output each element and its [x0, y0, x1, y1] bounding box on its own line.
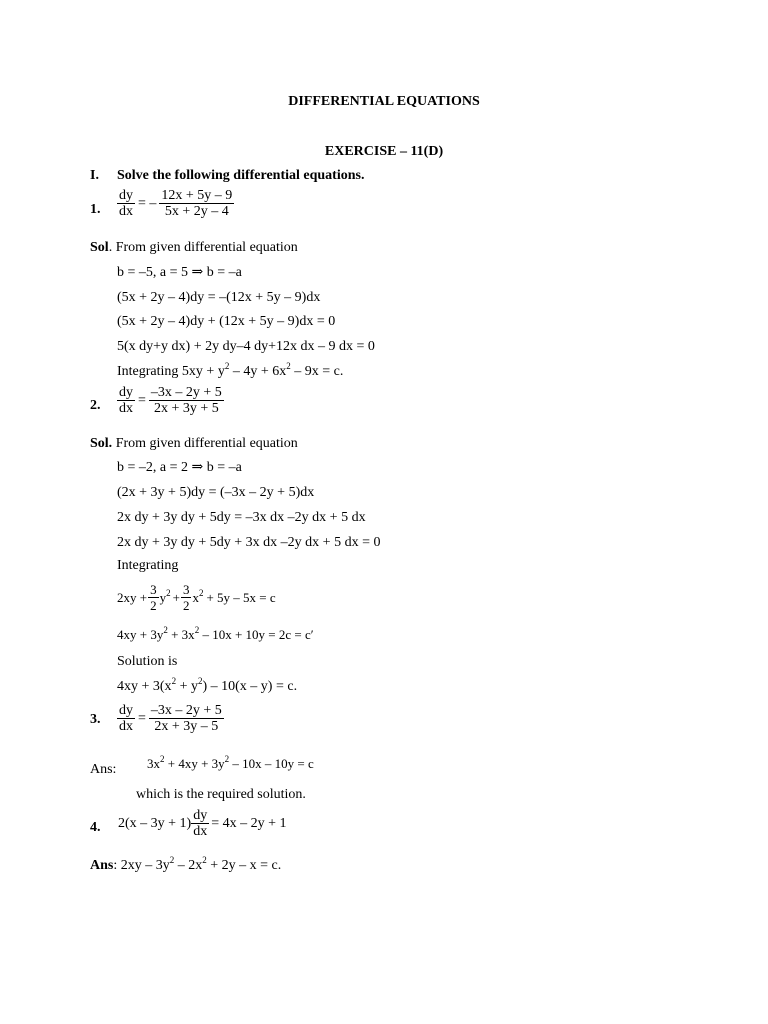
exponent: 2: [224, 361, 230, 371]
equals-sign: =: [138, 392, 146, 408]
frac-denominator: 2: [182, 598, 190, 613]
exponent: 2: [198, 587, 204, 598]
math-text: 4xy + 3(x: [117, 679, 172, 694]
math-text: +: [172, 589, 180, 605]
solution-2-line: 2x dy + 3y dy + 5dy = –3x dx –2y dx + 5 dx: [117, 510, 366, 525]
problem-4-number: 4.: [90, 820, 101, 835]
math-text: + 3x: [167, 627, 195, 642]
sol-text: From given differential equation: [112, 436, 298, 451]
math-text: – 4y + 6x: [229, 364, 287, 379]
math-text: y: [159, 589, 167, 605]
solution-1-line: 5(x dy+y dx) + 2y dy–4 dy+12x dx – 9 dx = 0: [117, 339, 375, 354]
math-text: Integrating 5xy + y: [117, 364, 225, 379]
frac-numerator: –3x – 2y + 5: [150, 703, 222, 718]
math-text: – 2x: [174, 858, 203, 873]
problem-3-number: 3.: [90, 712, 101, 727]
problem-4-equation: [118, 808, 287, 839]
exponent: 2: [171, 676, 177, 686]
answer-4: [90, 855, 282, 874]
solution-1-line: b = –5, a = 5 ⇒ b = –a: [117, 265, 242, 280]
rhs-fraction: [159, 188, 234, 219]
rhs-fraction: [149, 385, 224, 416]
solution-2-line: Integrating: [117, 558, 179, 573]
frac-denominator: dx: [119, 401, 133, 416]
exponent: 2: [224, 754, 230, 764]
math-text: 4xy + 3y: [117, 627, 164, 642]
exponent: 2: [163, 625, 168, 635]
sol-label: Sol: [90, 240, 109, 255]
answer-3-label: Ans:: [90, 762, 117, 777]
solution-1-line: (5x + 2y – 4)dy + (12x + 5y – 9)dx = 0: [117, 314, 336, 329]
dy-dx-fraction: [117, 703, 135, 734]
sol-text: . From given differential equation: [108, 240, 298, 255]
exponent: 2: [194, 625, 200, 635]
math-text: + 4xy + 3y: [164, 756, 225, 771]
frac-numerator: dy: [119, 188, 133, 203]
three-halves-fraction: [181, 582, 192, 613]
frac-denominator: 5x + 2y – 4: [164, 204, 229, 219]
page-title: DIFFERENTIAL EQUATIONS: [288, 94, 480, 109]
frac-numerator: dy: [193, 808, 208, 823]
math-text: [192, 587, 204, 606]
exponent: 2: [286, 361, 291, 371]
exponent: 2: [160, 754, 165, 764]
problem-3-equation: [117, 703, 224, 734]
problem-1-number: 1.: [90, 202, 101, 217]
math-text: + 5y – 5x = c: [206, 589, 276, 605]
math-text: [159, 587, 171, 606]
problem-2-equation: [117, 385, 224, 416]
dy-dx-fraction: [117, 385, 135, 416]
frac-denominator: 2x + 3y + 5: [153, 401, 219, 416]
frac-denominator: dx: [193, 824, 208, 839]
solution-2-line: 2x dy + 3y dy + 5dy + 3x dx –2y dx + 5 dx = 0: [117, 535, 381, 550]
math-text: + y: [176, 679, 198, 694]
frac-numerator: dy: [119, 703, 133, 718]
solution-2-line: (2x + 3y + 5)dy = (–3x – 2y + 5)dx: [117, 485, 315, 500]
dy-dx-fraction: [117, 188, 135, 219]
frac-numerator: 12x + 5y – 9: [161, 188, 233, 203]
math-text: + 2y – x = c.: [206, 858, 282, 873]
solution-2-line: Solution is: [117, 654, 178, 669]
section-title: Solve the following differential equations.: [117, 168, 365, 183]
problem-2-number: 2.: [90, 398, 101, 413]
equals-sign: =: [138, 710, 146, 726]
frac-numerator: dy: [119, 385, 133, 400]
math-text: = 4x – 2y + 1: [211, 815, 287, 831]
frac-denominator: dx: [119, 204, 133, 219]
frac-denominator: 2x + 3y – 5: [154, 719, 219, 734]
math-text: 3x: [147, 756, 160, 771]
solution-2-line: b = –2, a = 2 ⇒ b = –a: [117, 460, 242, 475]
solution-1-intro: [90, 240, 298, 256]
solution-1-result: [117, 361, 344, 380]
exponent: 2: [166, 587, 171, 598]
answer-3-equation: [147, 756, 314, 772]
math-text: – 9x = c.: [290, 364, 344, 379]
exponent: 2: [197, 676, 203, 686]
math-text: 2xy +: [117, 589, 148, 605]
solution-2-line: [117, 627, 314, 643]
exponent: 2: [202, 855, 207, 865]
frac-numerator: 3: [182, 582, 190, 597]
section-number: I.: [90, 168, 99, 183]
dy-dx-fraction: [191, 808, 209, 839]
exponent: 2: [169, 855, 175, 865]
math-text: : 2xy – 3y: [113, 858, 170, 873]
math-text: – 10x + 10y = 2c = c′: [199, 627, 314, 642]
exercise-heading: EXERCISE – 11(D): [324, 144, 444, 159]
math-text: 2(x – 3y + 1): [118, 815, 192, 831]
ans-label: Ans: [90, 858, 114, 873]
math-text: ) – 10(x – y) = c.: [202, 679, 298, 694]
solution-1-line: (5x + 2y – 4)dy = –(12x + 5y – 9)dx: [117, 290, 321, 305]
rhs-fraction: [149, 703, 224, 734]
three-halves-fraction: [148, 582, 159, 613]
equals-sign: = –: [138, 195, 157, 211]
frac-denominator: dx: [119, 719, 133, 734]
solution-2-intro: [90, 436, 298, 452]
frac-numerator: 3: [150, 582, 157, 597]
sol-label: Sol.: [90, 436, 113, 451]
math-text: x: [192, 589, 199, 605]
solution-2-integral: [117, 582, 276, 613]
frac-numerator: –3x – 2y + 5: [150, 385, 222, 400]
answer-3-note: which is the required solution.: [136, 787, 306, 802]
problem-1-equation: [117, 188, 234, 219]
frac-denominator: 2: [150, 598, 157, 613]
solution-2-result: [117, 676, 298, 695]
math-text: – 10x – 10y = c: [229, 756, 314, 771]
